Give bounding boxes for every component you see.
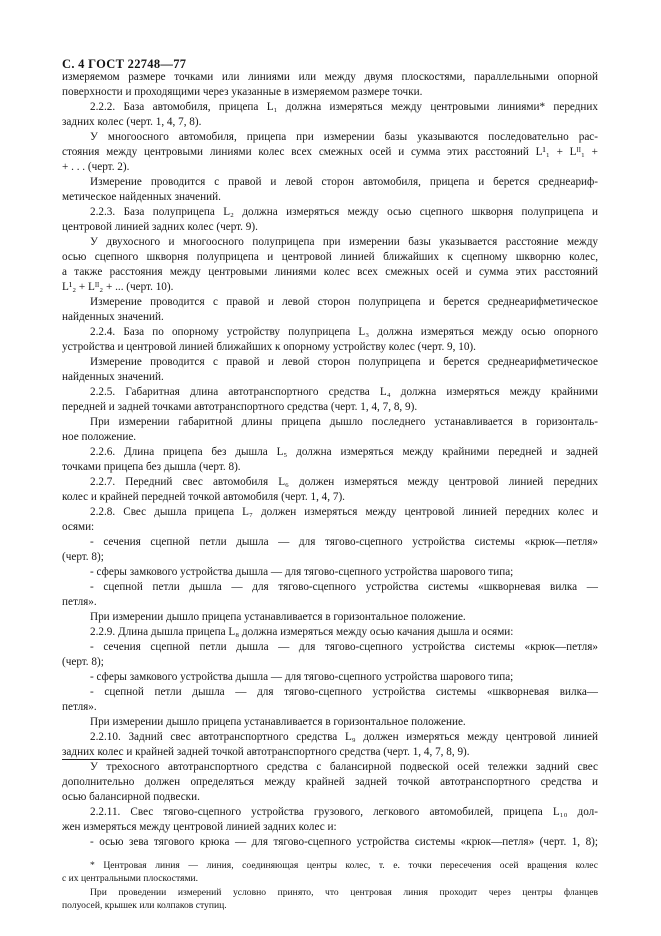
text-line: поверхности и проходящими через указанные в измеряемом размере точки.	[62, 86, 423, 98]
text-line: измеряемом размере точками или линиями или между двумя плоскостями, параллельными опорной	[62, 71, 598, 83]
text-line: + . . . (черт. 2).	[62, 161, 130, 173]
text-line: задних колес и крайней задней точкой автотранспортного средства (черт. 1, 4, 7, 8, 9).	[62, 746, 470, 758]
text-line: найденных значений.	[62, 311, 164, 323]
text-line: - сферы замкового устройства дышла — для тягово-сцепного устройства шарового типа;	[90, 671, 514, 683]
text-line: 2.2.5. Габаритная длина автотранспортного средства L₄ должна измеряться между крайними	[90, 386, 598, 398]
text-line: осями:	[62, 521, 95, 533]
footnote-line: * Центровая линия — линия, соединяющая центры колес, т. е. точки пересечения осей вращения колес	[90, 860, 598, 871]
text-line: У двухосного и многоосного полуприцепа при измерении базы указывается расстояние между	[90, 236, 598, 248]
text-line: 2.2.9. Длина дышла прицепа L₈ должна измеряться между осью качания дышла и осями:	[90, 626, 514, 638]
text-line: жен измеряться между центровой линией задних колес и:	[62, 821, 337, 833]
text-line: осью сцепного шкворня полуприцепа и центровой линией ближайших к сцепному шкворню колес,	[62, 251, 598, 263]
text-line: При измерении дышло прицепа устанавливается в горизонтальное положение.	[90, 611, 466, 623]
text-line: L¹₂ + Lᴵᴵ₂ + ... (черт. 10).	[62, 281, 174, 293]
text-line: задних колес (черт. 1, 4, 7, 8).	[62, 116, 202, 128]
footnote-separator	[62, 759, 122, 760]
text-line: передней и задней точками автотранспортного средства (черт. 1, 4, 7, 8, 9).	[62, 401, 418, 413]
text-line: При измерении дышло прицепа устанавливается в горизонтальное положение.	[90, 716, 466, 728]
text-line: Измерение проводится с правой и левой сторон полуприцепа и берется среднеарифметическое	[90, 356, 598, 368]
text-line: При измерении габаритной длины прицепа дышло последнего устанавливается в горизонталь-	[90, 416, 598, 428]
page-header: С. 4 ГОСТ 22748—77	[62, 57, 187, 71]
text-line: 2.2.4. База по опорному устройству полуприцепа L₃ должна измеряться между осью опорного	[90, 326, 598, 338]
text-line: 2.2.3. База полуприцепа L₂ должна измеряться между осью сцепного шкворня полуприцепа и	[90, 206, 598, 218]
text-line: - сечения сцепной петли дышла — для тягово-сцепного устройства системы «крюк—петля»	[90, 536, 598, 548]
text-line: 2.2.8. Свес дышла прицепа L₇ должен измеряться между центровой линией передних колес и	[90, 506, 598, 518]
text-line: 2.2.10. Задний свес автотранспортного средства L₉ должен измеряться между центровой линией	[90, 731, 598, 743]
text-line: осью балансирной подвески.	[62, 791, 200, 803]
text-line: У трехосного автотранспортного средства с балансирной подвеской осей тележки задний свес	[90, 761, 598, 773]
text-line: стояния между центровыми линиями колес всех смежных осей и сумма этих расстояний L¹₁ + Lᴵᴵ₁ +	[62, 146, 598, 158]
text-line: - сечения сцепной петли дышла — для тягово-сцепного устройства системы «крюк—петля»	[90, 641, 598, 653]
text-line: - сцепной петли дышла — для тягово-сцепного устройства системы «шкворневая вилка —	[90, 581, 598, 593]
text-line: 2.2.7. Передний свес автомобиля L₆ должен измеряться между центровой линией передних	[90, 476, 598, 488]
text-line: центровой линией задних колес (черт. 9).	[62, 221, 258, 233]
text-line: - сферы замкового устройства дышла — для тягово-сцепного устройства шарового типа;	[90, 566, 514, 578]
text-line: - осью зева тягового крюка — для тягово-сцепного устройства системы «крюк—петля» (черт. 1, 8);	[90, 836, 598, 848]
footnote-line: полуосей, крышек или колпаков ступиц.	[62, 900, 227, 911]
text-line: Измерение проводится с правой и левой сторон автомобиля, прицепа и берется среднеариф-	[90, 176, 598, 188]
text-line: У многоосного автомобиля, прицепа при измерении базы указываются последовательно рас-	[90, 131, 598, 143]
text-line: петля».	[62, 701, 97, 713]
text-line: а также расстояния между центровыми линиями колес всех смежных осей и сумма этих расстояний	[62, 266, 598, 278]
text-line: дополнительно должен определяться между крайней задней точкой автотранспортного средства и	[62, 776, 598, 788]
text-line: Измерение проводится с правой и левой сторон полуприцепа и берется среднеарифметическое	[90, 296, 598, 308]
footnote-line: При проведении измерений условно принято, что центровая линия проходит через центры фланцев	[90, 887, 598, 898]
text-line: 2.2.2. База автомобиля, прицепа L₁ должна измеряться между центровыми линиями* передних	[90, 101, 598, 113]
text-line: 2.2.11. Свес тягово-сцепного устройства грузового, легкового автомобилей, прицепа L₁₀ дол-	[90, 806, 598, 818]
text-line: колес и крайней передней точкой автомобиля (черт. 1, 4, 7).	[62, 491, 345, 503]
text-line: петля».	[62, 596, 97, 608]
text-line: 2.2.6. Длина прицепа без дышла L₅ должна измеряться между крайними передней и задней	[90, 446, 598, 458]
text-line: (черт. 8);	[62, 551, 104, 563]
text-line: метическое найденных значений.	[62, 191, 221, 203]
text-line: (черт. 8);	[62, 656, 104, 668]
footnote-line: с их центральными плоскостями.	[62, 873, 199, 884]
text-line: - сцепной петли дышла — для тягово-сцепного устройства системы «шкворневая вилка—	[90, 686, 598, 698]
text-line: устройства и центровой линией ближайших к опорному устройству колес (черт. 9, 10).	[62, 341, 476, 353]
text-line: точками прицепа без дышла (черт. 8).	[62, 461, 241, 473]
text-line: найденных значений.	[62, 371, 164, 383]
text-line: ное положение.	[62, 431, 137, 443]
